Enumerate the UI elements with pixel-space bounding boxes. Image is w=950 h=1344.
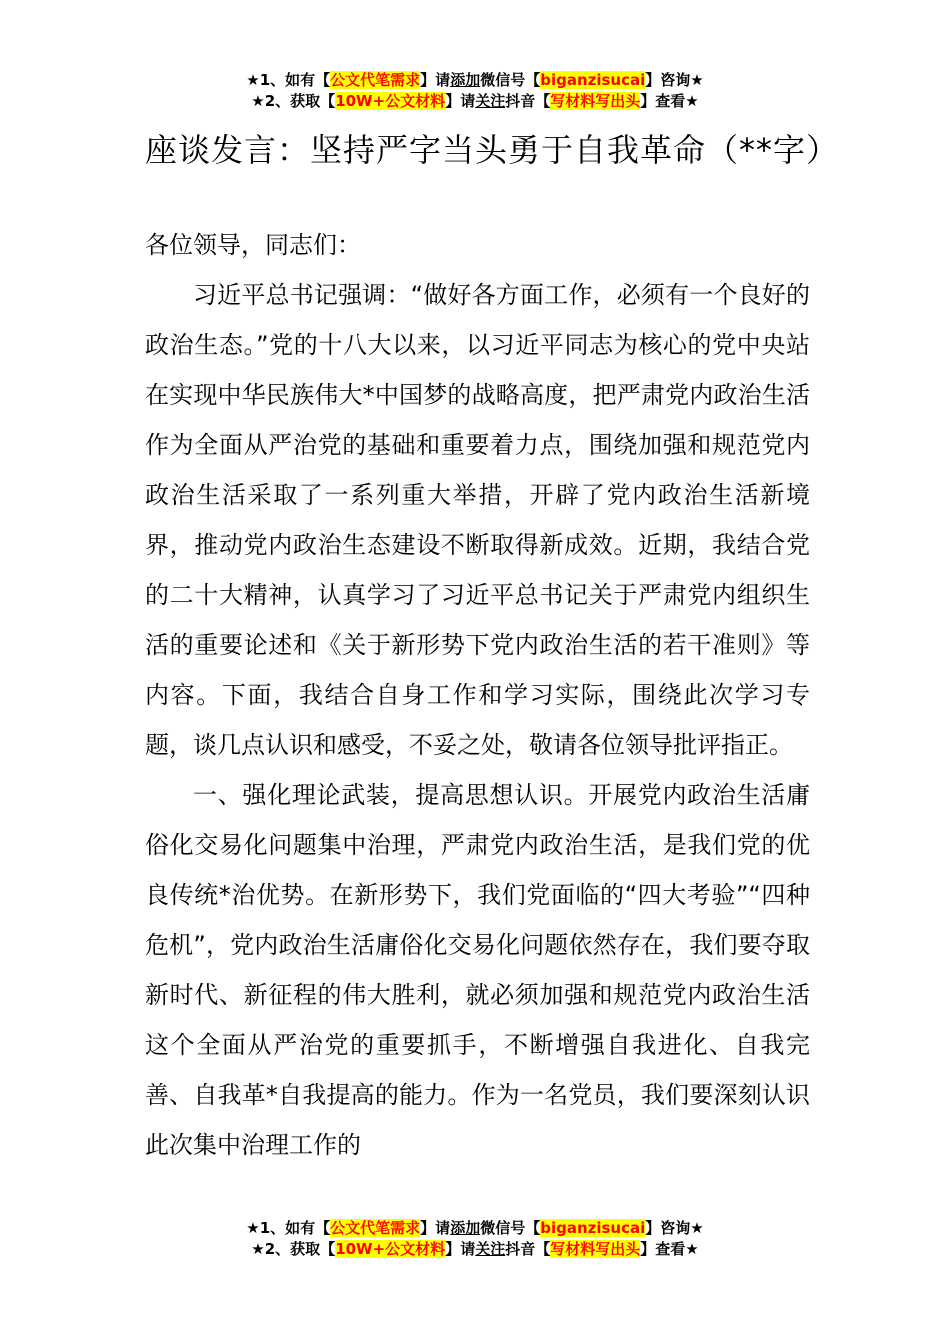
promo-text: 】请 — [445, 1240, 476, 1258]
promo-emphasis: 添加 — [450, 1219, 481, 1237]
promo-text: ★2、获取【 — [251, 92, 336, 110]
promo-text: ★2、获取【 — [251, 1240, 336, 1258]
promo-text: 】请 — [420, 71, 451, 89]
promo-text: 】查看★ — [640, 1240, 699, 1258]
promo-emphasis: 添加 — [450, 71, 481, 89]
promo-text: 微信号【 — [480, 1219, 541, 1237]
promo-text: ★1、如有【 — [246, 71, 331, 89]
promo-line-1 — [0, 70, 950, 91]
promo-highlight-wechat: biganzisucai — [540, 71, 646, 89]
salutation: 各位领导，同志们： — [145, 231, 361, 259]
paragraph-intro: 习近平总书记强调：“做好各方面工作，必须有一个良好的政治生态。”党的十八大以来，以习近平同志为核心的党中央站在实现中华民族伟大*中国梦的战略高度，把严肃党内政治生活作为全面从严治党的基础和重要着力点，围绕加强和规范党内政治生活采取了一系列重大举措，开辟了党内政治生活新境界，推动党内政治生态建设不断取得新成效。近期，我结合党的二十大精神，认真学习了习近平总书记关于严肃党内组织生活的重要论述和《关于新形势下党内政治生活的若干准则》等内容。下面，我结合自身工作和学习实际，围绕此次学习专题，谈几点认识和感受，不妥之处，敬请各位领导批评指正。 — [145, 281, 810, 759]
promo-highlight-materials: 10W+公文材料 — [335, 1240, 446, 1258]
promo-highlight-service: 公文代笔需求 — [330, 71, 421, 89]
document-title: 座谈发言：坚持严字当头勇于自我革命（**字） — [145, 131, 840, 169]
promo-text: 】咨询★ — [645, 1219, 704, 1237]
promo-text: 】咨询★ — [645, 71, 704, 89]
promo-text: 微信号【 — [480, 71, 541, 89]
promo-line-1 — [0, 1218, 950, 1239]
section-1-text: 开展党内政治生活庸俗化交易化问题集中治理，严肃党内政治生活，是我们党的优良传统*治优势。在新形势下，我们党面临的“四大考验”“四种危机”，党内政治生活庸俗化交易化问题依然存在，我们要夺取新时代、新征程的伟大胜利，就必须加强和规范党内政治生活这个全面从严治党的重要抓手，不断增强自我进化、自我完善、自我革*自我提高的能力。作为一名党员，我们要深刻认识此次集中治理工作的 — [145, 781, 811, 1159]
promo-text: 】请 — [445, 92, 476, 110]
promo-text: 抖音【 — [505, 92, 551, 110]
promo-highlight-wechat: biganzisucai — [540, 1219, 646, 1237]
section-1-heading: 一、强化理论武装，提高思想认识。 — [193, 781, 589, 809]
promo-highlight-douyin: 写材料写出头 — [550, 1240, 641, 1258]
paragraph-section-1 — [145, 770, 810, 1170]
promo-emphasis: 关注 — [475, 92, 506, 110]
promo-line-2 — [0, 1239, 950, 1260]
promo-emphasis: 关注 — [475, 1240, 506, 1258]
promo-highlight-materials: 10W+公文材料 — [335, 92, 446, 110]
promo-header — [0, 70, 950, 112]
promo-text: ★1、如有【 — [246, 1219, 331, 1237]
document-body — [145, 220, 810, 1170]
promo-highlight-service: 公文代笔需求 — [330, 1219, 421, 1237]
promo-text: 】查看★ — [640, 92, 699, 110]
promo-footer — [0, 1218, 950, 1260]
promo-text: 】请 — [420, 1219, 451, 1237]
promo-text: 抖音【 — [505, 1240, 551, 1258]
promo-line-2 — [0, 91, 950, 112]
promo-highlight-douyin: 写材料写出头 — [550, 92, 641, 110]
